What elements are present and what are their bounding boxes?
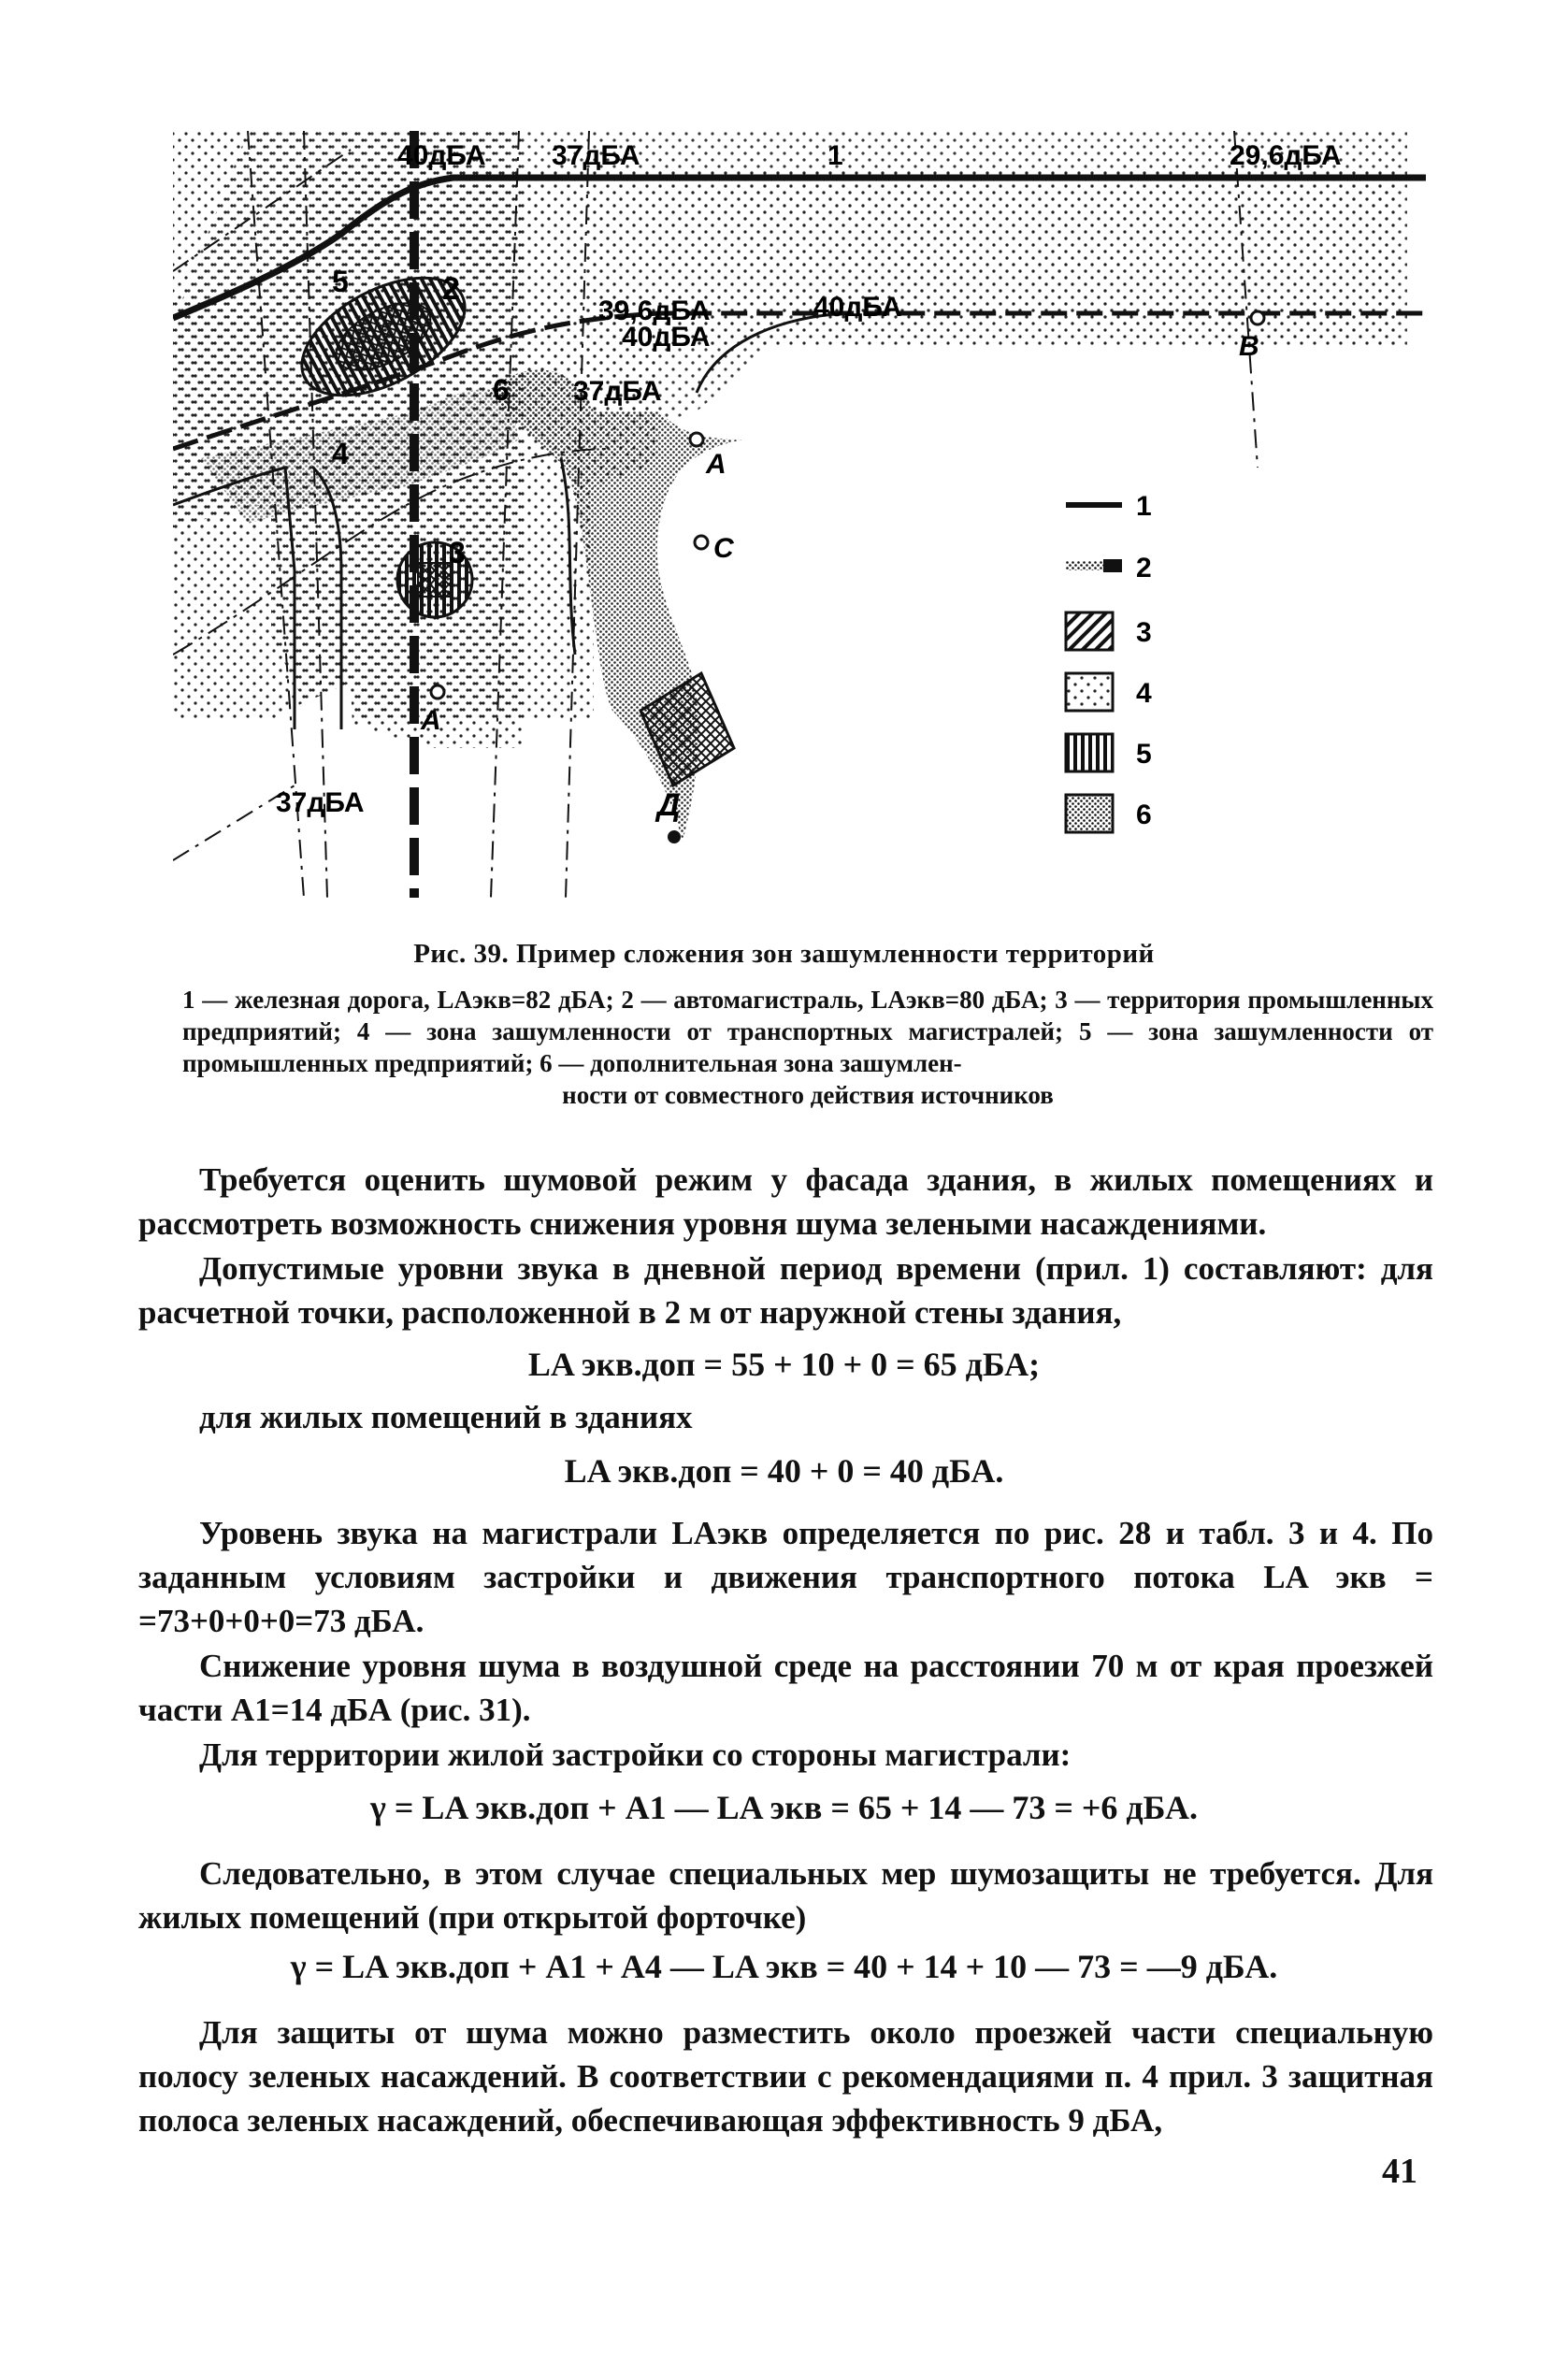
label-1: 1 [827, 140, 843, 171]
industrial-territory-left [418, 563, 452, 597]
paragraph-2: Допустимые уровни звука в дневной период времени (прил. 1) составляют: для расчетной точки, расположенной в 2 м от наружной стены здания, [138, 1250, 1433, 1331]
paragraph-7: Следовательно, в этом случае специальных мер шумозащиты не требуется. Для жилых помещений (при открытой форточке) [138, 1855, 1433, 1936]
noise-zones-figure [173, 131, 1426, 898]
figure-caption-title: Рис. 39. Пример сложения зон зашумленности территорий [413, 939, 1155, 969]
paragraph-6: Для территории жилой застройки со стороны магистрали: [199, 1736, 1072, 1773]
legend-label-1: 1 [1136, 491, 1152, 522]
paragraph-1: Требуется оценить шумовой режим у фасада здания, в жилых помещениях и рассмотреть возможность снижения уровня шума зелеными насаждениями. [138, 1161, 1433, 1242]
formula-2: LA экв.доп = 40 + 0 = 40 дБА. [564, 1452, 1004, 1490]
label-29-6dba: 29,6дБА [1230, 140, 1342, 171]
label-2: 2 [442, 271, 460, 307]
label-37dba-mid: 37дБА [573, 376, 662, 407]
paragraph-4: Уровень звука на магистрали LAэкв определяется по рис. 28 и табл. 3 и 4. По заданным условиям застройки и движения транспортного потока LA экв = =73+0+0+0=73 дБА. [138, 1515, 1433, 1639]
label-A-left: А [421, 705, 441, 736]
legend-swatch-zone4 [1066, 673, 1113, 711]
legend-label-3: 3 [1136, 617, 1152, 648]
formula-1: LA экв.доп = 55 + 10 + 0 = 65 дБА; [527, 1346, 1041, 1383]
label-3: 3 [449, 536, 466, 569]
paragraph-5: Снижение уровня шума в воздушной среде на расстоянии 70 м от края проезжей части A1=14 дБА (рис. 31). [138, 1648, 1433, 1728]
figure-caption-last-line: ности от совместного действия источников [562, 1081, 1054, 1109]
label-5: 5 [332, 265, 349, 298]
paragraph-3: для жилых помещений в зданиях [199, 1399, 693, 1435]
legend-label-6: 6 [1136, 800, 1152, 830]
label-37dba-bottom: 37дБА [276, 787, 365, 818]
label-39-6dba: 39,6дБА [598, 295, 711, 326]
point-B [1251, 311, 1264, 324]
legend-label-5: 5 [1136, 739, 1152, 770]
paragraph-8: Для защиты от шума можно разместить около проезжей части специальную полосу зеленых насаждений. В соответствии с рекомендациями п. 4 прил. 3 защитная полоса зеленых насаждений, обеспечивающая эффективность 9 дБА, [138, 2014, 1433, 2139]
figure-caption-body [182, 984, 1433, 1111]
formula-3: γ = LA экв.доп + A1 — LA экв = 65 + 14 — 73 = +6 дБА. [370, 1789, 1198, 1826]
label-40dba-top: 40дБА [397, 140, 486, 171]
label-6: 6 [493, 373, 510, 407]
label-D: Д [657, 787, 681, 823]
label-A-right: А [706, 449, 726, 480]
formula-4: γ = LA экв.доп + A1 + A4 — LA экв = 40 + 14 + 10 — 73 = —9 дБА. [290, 1948, 1278, 1985]
legend-label-4: 4 [1136, 678, 1152, 709]
legend-label-2: 2 [1136, 553, 1152, 584]
white-area [594, 411, 1426, 898]
legend-swatch-zone5 [1066, 734, 1113, 771]
label-B: В [1239, 331, 1259, 362]
legend-swatch-zone6 [1066, 795, 1113, 832]
label-40dba-mid: 40дБА [813, 292, 902, 323]
figure-caption-text: 1 — железная дорога, LAэкв=82 дБА; 2 — автомагистраль, LAэкв=80 дБА; 3 — территория промышленных предприятий; 4 — зона зашумленности от транспортных магистралей; 5 — зона зашумленности от промышленных предприятий; 6 — дополнительная зона зашумлен- [182, 986, 1433, 1077]
point-C [695, 536, 708, 549]
point-D [668, 830, 681, 843]
point-A-left [431, 685, 444, 699]
legend-swatch-industrial [1066, 612, 1113, 650]
label-C: С [713, 533, 734, 564]
page-number: 41 [1382, 2152, 1417, 2191]
label-40dba-lower: 40дБА [622, 322, 711, 353]
label-4: 4 [332, 437, 349, 470]
label-37dba-top: 37дБА [552, 140, 640, 171]
point-A-right [690, 433, 703, 446]
